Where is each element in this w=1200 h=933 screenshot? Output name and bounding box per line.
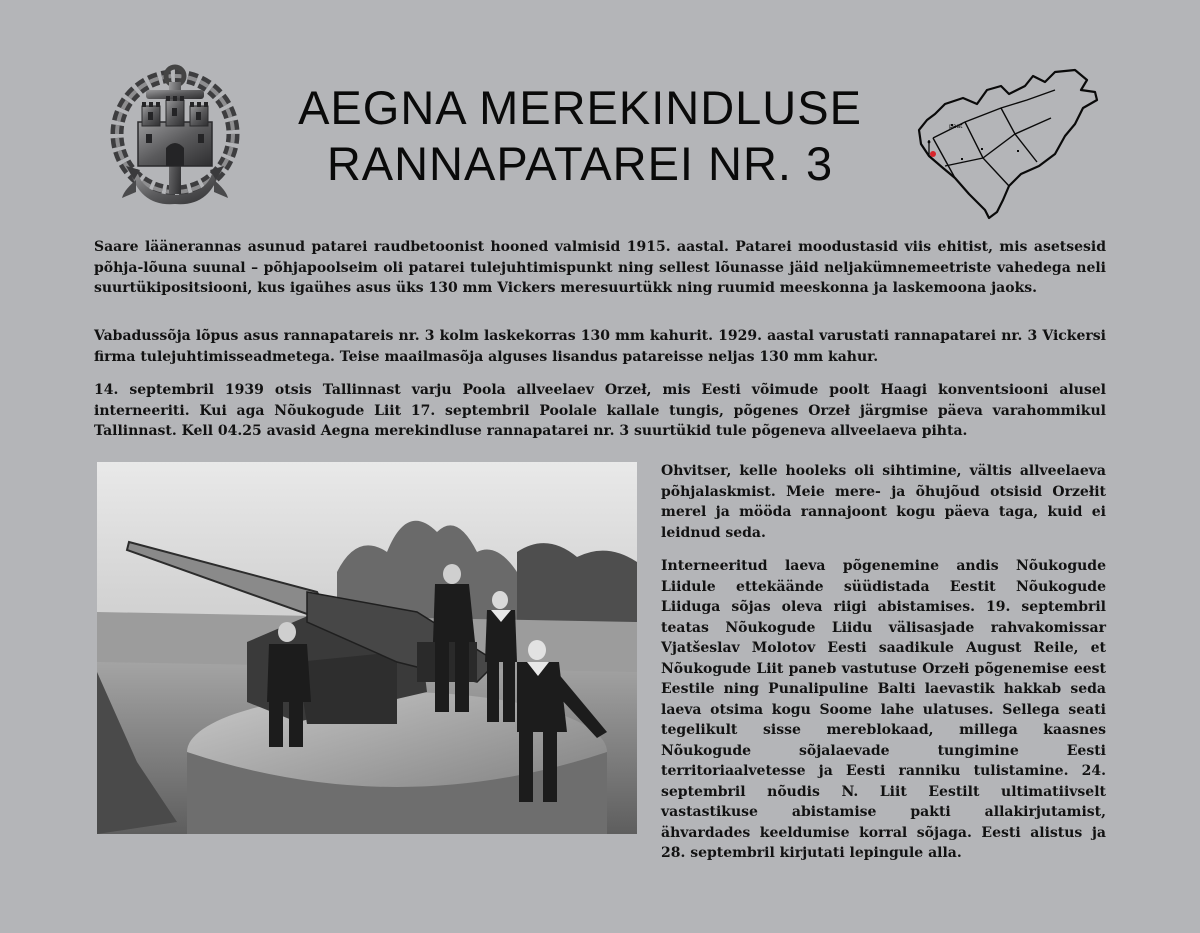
paragraph-armament: Vabadussõja lõpus asus rannapatareis nr. 3 kolm laskekorras 130 mm kahurit. 1929. aastal varustati rannapatarei nr. 3 Vickersi firma tulejuhtimisseadmetega. Teise maailmasõja alguses lisandus patareisse neljas 130 mm kahur. <box>94 328 1106 365</box>
aegna-island-map-icon <box>905 62 1105 227</box>
title-line-1: AEGNA MEREKINDLUSE <box>298 81 862 134</box>
battery-location-marker <box>930 151 936 157</box>
naval-gun-crew-photo <box>97 462 637 834</box>
paragraph-construction: Saare läänerannas asunud patarei raudbetoonist hooned valmisid 1915. aastal. Patarei moodustasid viis ehitist, mis asetsesid põhja-lõuna suunal – põhjapoolseim oli patarei tulejuhtimispunkt ning sellest lõunasse jäid neljakümnemeetriste vahedega neli suurtükipositsiooni, kus igaühes asus üks 130 mm Vickers meresuurtükk ning ruumid meeskonna ja laskemoona jaoks. <box>94 239 1106 296</box>
paragraph-orzel-escape: 14. septembril 1939 otsis Tallinnast varju Poola allveelaev Orzeł, mis Eesti võimude poolt Haagi konventsiooni alusel interneeriti. Kui aga Nõukogude Liit 17. septembril Poolale kallale tungis, põgenes Orzeł järgmise päeva varahommikul Tallinnast. Kell 04.25 avasid Aegna merekindluse rannapatarei nr. 3 suurtükid tule põgeneva allveelaeva pihta. <box>94 382 1106 439</box>
page-title <box>250 80 910 192</box>
anchor-castle-emblem-icon <box>100 62 250 217</box>
title-line-2: RANNAPATAREI NR. 3 <box>326 137 834 190</box>
map-label: paat <box>949 123 963 130</box>
paragraph-officer: Ohvitser, kelle hooleks oli sihtimine, vältis allveelaeva põhjalaskmist. Meie mere- ja õhujõud otsisid Orzełit merel ja mööda rannajoont kogu päeva taga, kuid ei leidnud seda. <box>661 463 1106 541</box>
paragraph-aftermath: Interneeritud laeva põgenemine andis Nõukogude Liidule ettekäände süüdistada Eestit Nõukogude Liiduga sõjas oleva riigi abistamises. 19. septembril teatas Nõukogude Liidu välisasjade rahvakomissar Vjatšeslav Molotov Eesti saadikule August Reile, et Nõukogude Liit paneb vastutuse Orzełi põgenemise eest Eestile ning Punalipuline Balti laevastik hakkab seda laeva otsima kogu Soome lahe ulatuses. Sellega seati tegelikult sisse mereblokaad, millega kaasnes Nõukogude sõjalaevade tungimine Eesti territoriaalvetesse ja Eesti ranniku tulistamine. 24. septembril nõudis N. Liit Eestilt ultimatiivselt vastastikuse abistamise pakti allakirjutamist, ähvardades keeldumise korral sõjaga. Eesti alistus ja 28. septembril kirjutati lepingule alla. <box>661 558 1106 861</box>
